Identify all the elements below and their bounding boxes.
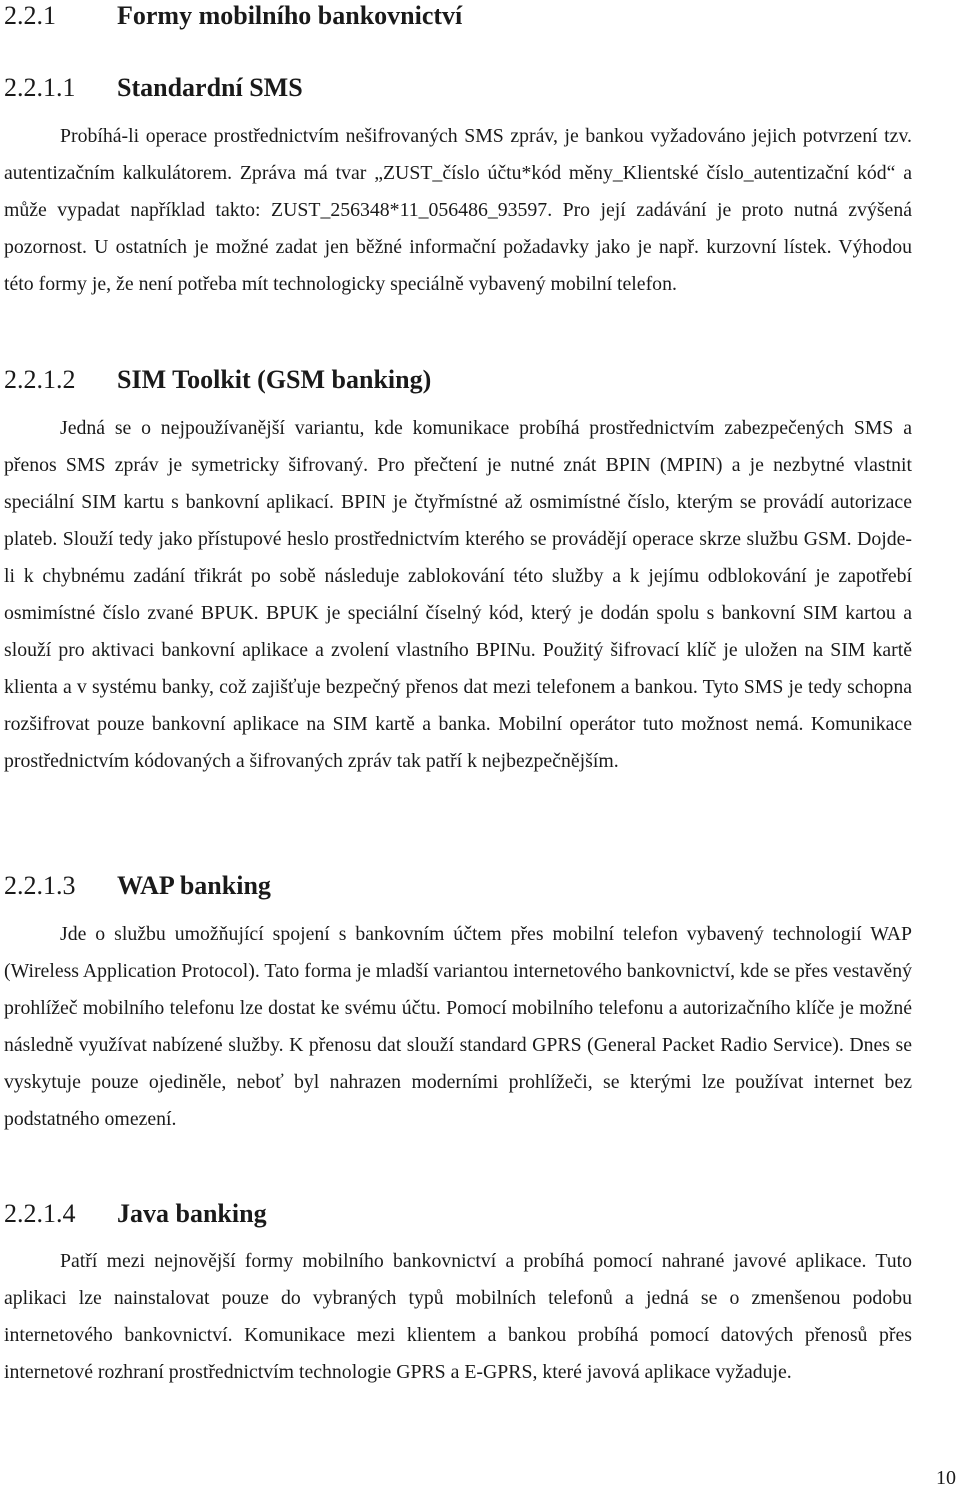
section-title: SIM Toolkit (GSM banking) bbox=[117, 365, 432, 394]
section-heading-2-2-1-4 bbox=[4, 1196, 267, 1232]
paragraph-standard-sms: Probíhá-li operace prostřednictvím nešifrovaných SMS zpráv, je bankou vyžadováno jejich potvrzení tzv. autentizačním kalkulátorem. Zpráva má tvar „ZUST_číslo účtu*kód měny_Klientské číslo_autentizační kód“ a může vypadat například takto: ZUST_256348*11_056486_93597. Pro její zadávání je proto nutná zvýšená pozornost. U ostatních je možné zadat jen běžné informační požadavky jako je např. kurzovní lístek. Výhodou této formy je, že není potřeba mít technologicky speciálně vybavený mobilní telefon. bbox=[4, 125, 912, 295]
section-title: WAP banking bbox=[117, 871, 271, 900]
section-title: Java banking bbox=[117, 1199, 267, 1228]
paragraph-sim-toolkit: Jedná se o nejpoužívanější variantu, kde komunikace probíhá prostřednictvím zabezpečených SMS a přenos SMS zpráv je symetricky šifrovaný. Pro přečtení je nutné znát BPIN (MPIN) a je nezbytné vlastnit speciální SIM kartu s bankovní aplikací. BPIN je čtyřmístné až osmimístné číslo, kterým se provádí autorizace plateb. Slouží tedy jako přístupové heslo prostřednictvím kterého se provádějí operace skrze službu GSM. Dojde-li k chybnému zadání třikrát po sobě následuje zablokování této služby a k jejímu odblokování je zapotřebí osmimístné číslo zvané BPUK. BPUK je speciální číselný kód, který je dodán spolu s bankovní SIM kartou a slouží pro aktivaci bankovní aplikace a zvolení vlastního BPINu. Použitý šifrovací klíč je uložen na SIM kartě klienta a v systému banky, což zajišťuje bezpečný přenos dat mezi telefonem a bankou. Tyto SMS je tedy schopna rozšifrovat pouze bankovní aplikace na SIM kartě a banka. Mobilní operátor tuto možnost nemá. Komunikace prostřednictvím kódovaných a šifrovaných zpráv tak patří k nejbezpečnějším. bbox=[4, 417, 912, 772]
section-heading-2-2-1-2 bbox=[4, 362, 431, 398]
section-number: 2.2.1.4 bbox=[4, 1199, 76, 1228]
section-heading-2-2-1-1 bbox=[4, 70, 303, 106]
section-number: 2.2.1.2 bbox=[4, 365, 76, 394]
section-heading-2-2-1 bbox=[4, 0, 462, 34]
section-title: Standardní SMS bbox=[117, 73, 303, 102]
section-title: Formy mobilního bankovnictví bbox=[117, 1, 463, 30]
paragraph-wap-banking: Jde o službu umožňující spojení s bankovním účtem přes mobilní telefon vybavený technologií WAP (Wireless Application Protocol). Tato forma je mladší variantou internetového bankovnictví, kde se přes vestavěný prohlížeč mobilního telefonu lze dostat ke svému účtu. Pomocí mobilního telefonu a autorizačního klíče je možné následně využívat nabízené služby. K přenosu dat slouží standard GPRS (General Packet Radio Service). Dnes se vyskytuje pouze ojediněle, neboť byl nahrazen moderními prohlížeči, se kterými lze používat internet bez podstatného omezení. bbox=[4, 923, 912, 1130]
section-number: 2.2.1.3 bbox=[4, 871, 76, 900]
section-heading-2-2-1-3 bbox=[4, 868, 271, 904]
section-number: 2.2.1 bbox=[4, 1, 56, 30]
paragraph-java-banking: Patří mezi nejnovější formy mobilního bankovnictví a probíhá pomocí nahrané javové aplikace. Tuto aplikaci lze nainstalovat pouze do vybraných typů mobilních telefonů a jedná se o zmenšenou podobu internetového bankovnictví. Komunikace mezi klientem a bankou probíhá pomocí datových přenosů přes internetové rozhraní prostřednictvím technologie GPRS a E-GPRS, které javová aplikace vyžaduje. bbox=[4, 1250, 912, 1383]
section-number: 2.2.1.1 bbox=[4, 73, 76, 102]
page-number: 10 bbox=[936, 1467, 956, 1489]
